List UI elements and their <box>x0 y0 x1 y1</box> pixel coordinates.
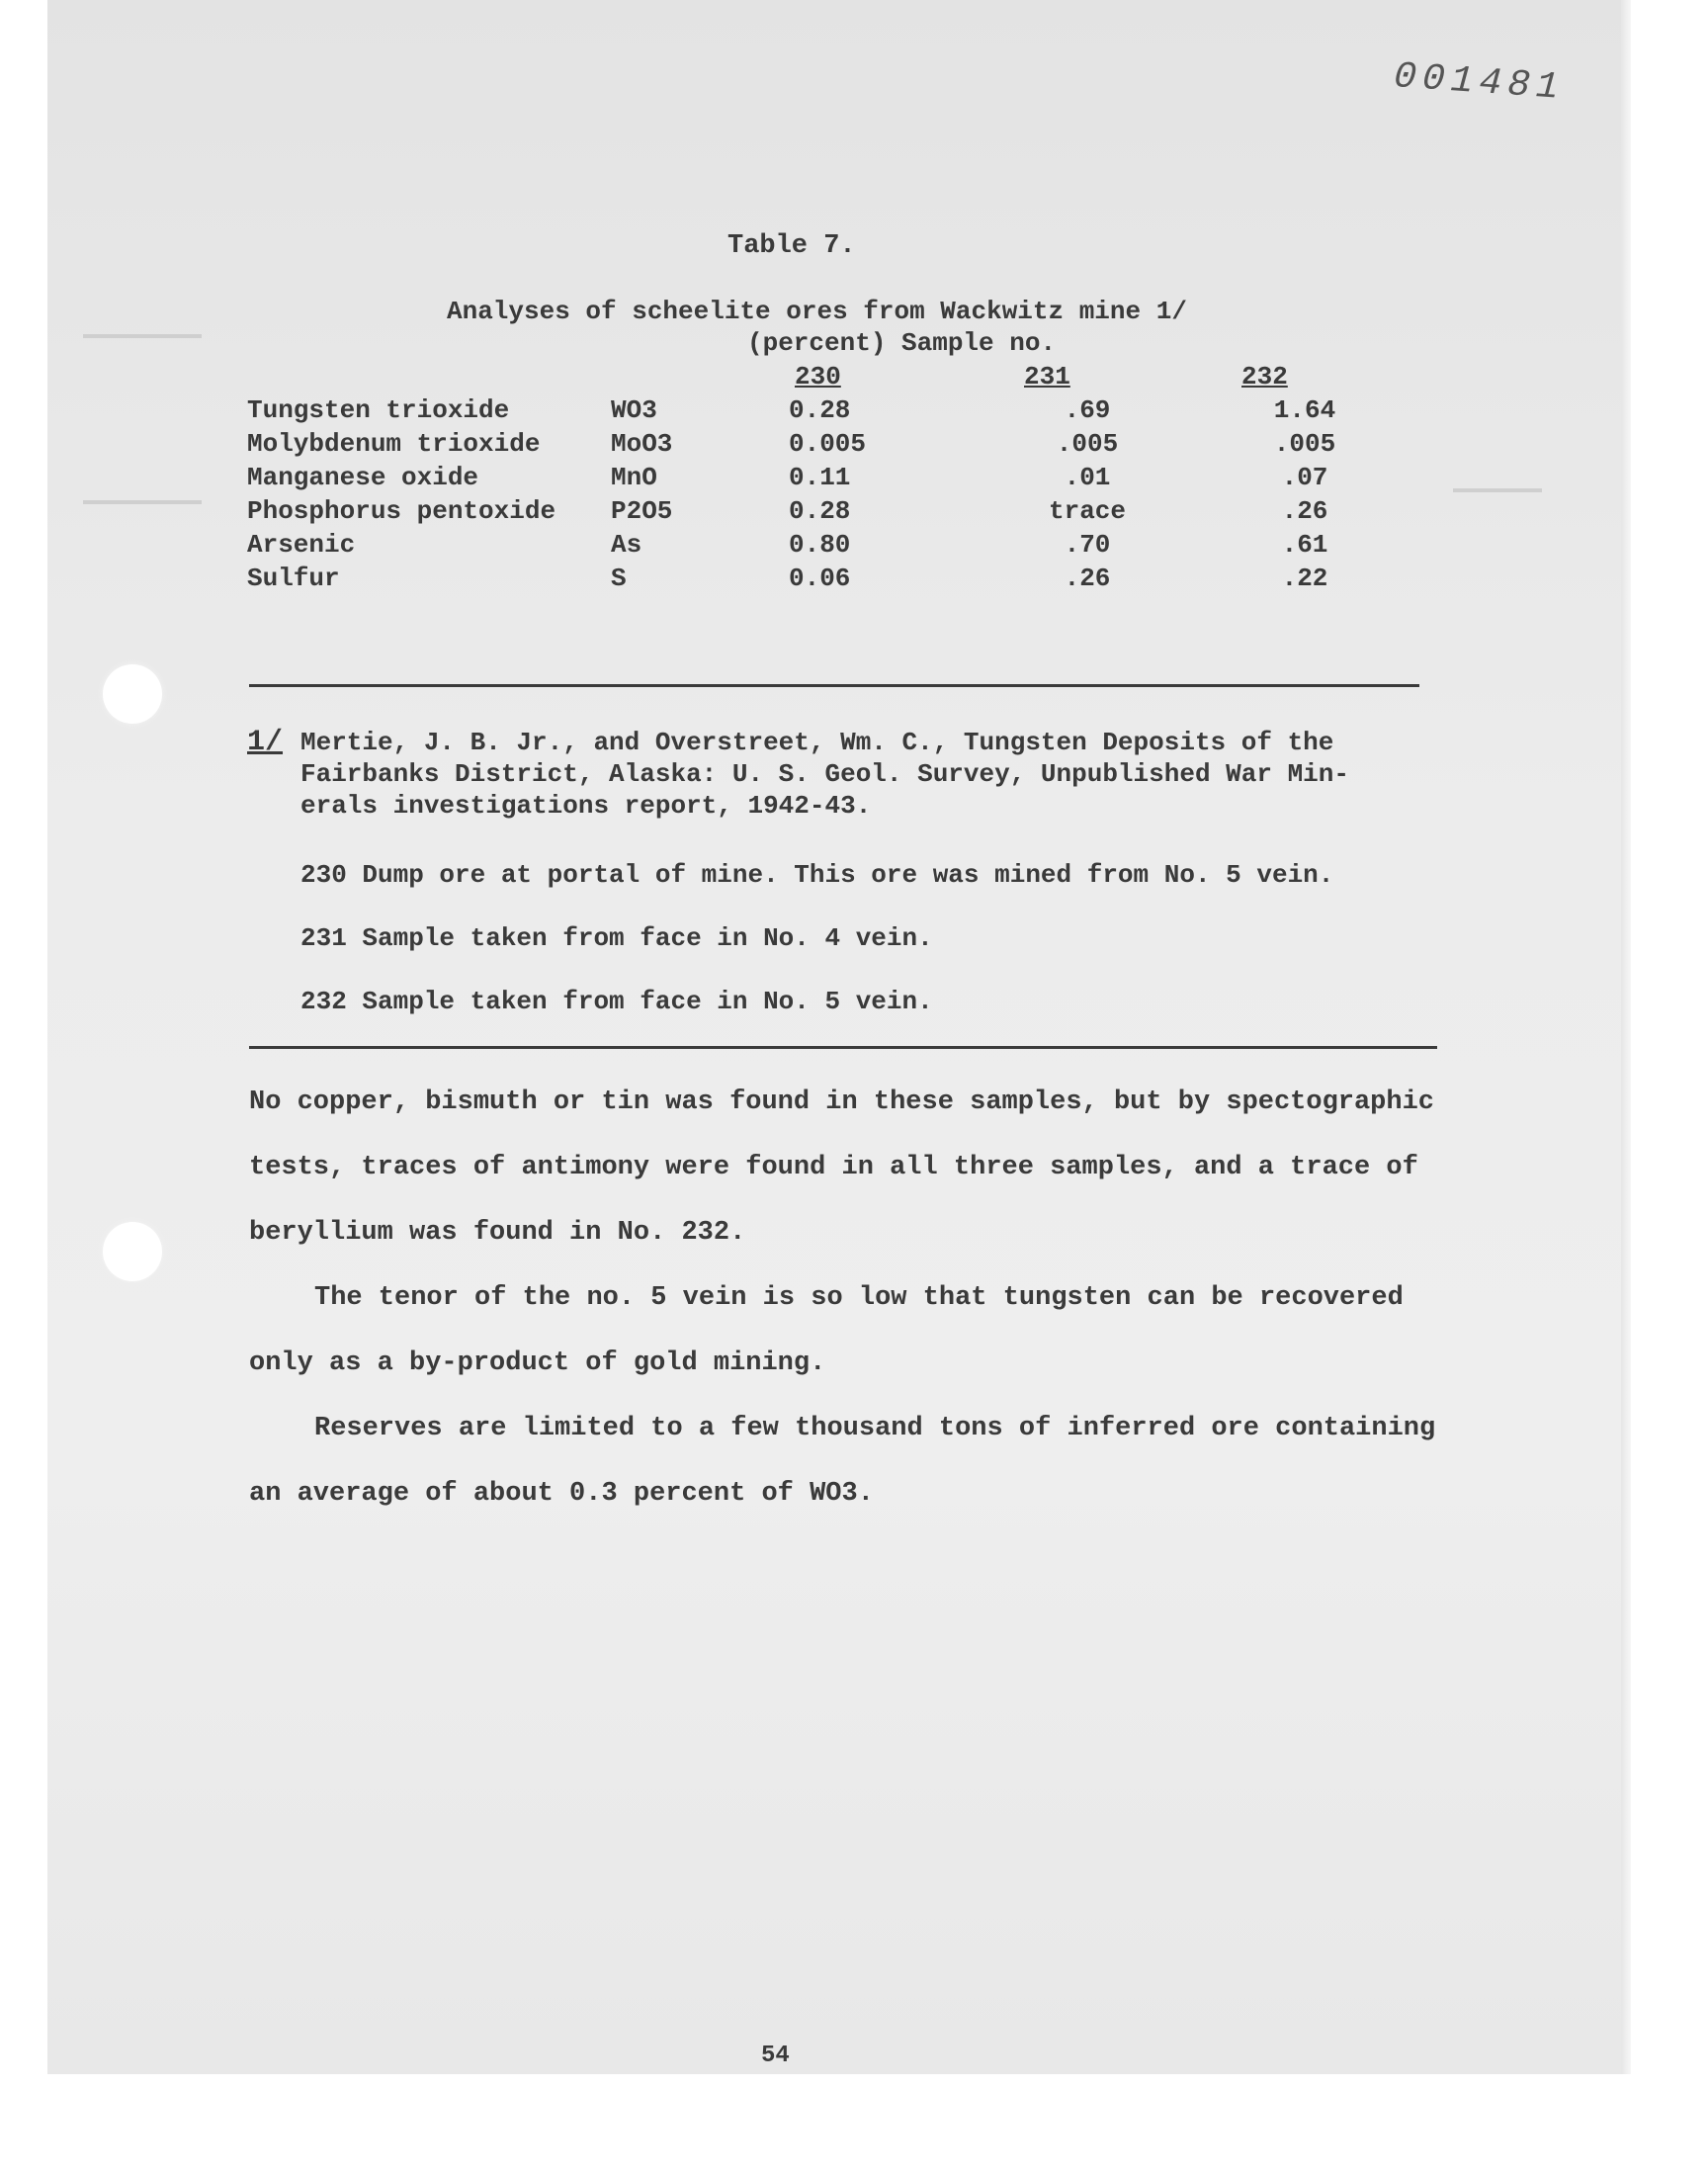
cell-231: trace <box>1048 496 1126 526</box>
paragraph-line: The tenor of the no. 5 vein is so low that tungsten can be recovered <box>314 1283 1404 1313</box>
column-header-232: 232 <box>1241 362 1288 392</box>
sample-note: 230 Dump ore at portal of mine. This ore was mined from No. 5 vein. <box>300 860 1334 890</box>
cell-232: .07 <box>1281 463 1328 492</box>
cell-231: .005 <box>1056 429 1119 459</box>
row-name: Sulfur <box>247 564 340 593</box>
cell-232: .22 <box>1281 564 1328 593</box>
section-divider <box>249 1046 1437 1049</box>
column-header-231: 231 <box>1024 362 1070 392</box>
cell-232: .005 <box>1273 429 1336 459</box>
paragraph-line: beryllium was found in No. 232. <box>249 1218 746 1248</box>
row-formula: WO3 <box>611 395 657 425</box>
table-caption: Analyses of scheelite ores from Wackwitz mine 1/ <box>447 297 1187 326</box>
row-name: Arsenic <box>247 530 356 560</box>
page-number: 54 <box>761 2043 790 2069</box>
paragraph-line: Reserves are limited to a few thousand tons of inferred ore containing <box>314 1414 1436 1443</box>
cell-230: 0.28 <box>789 496 851 526</box>
footnote-line: erals investigations report, 1942-43. <box>300 791 872 821</box>
cell-230: 0.80 <box>789 530 851 560</box>
row-name: Molybdenum trioxide <box>247 429 541 459</box>
cell-232: 1.64 <box>1273 395 1336 425</box>
footnote-mark: 1/ <box>247 726 284 759</box>
sample-note: 231 Sample taken from face in No. 4 vein. <box>300 923 933 953</box>
column-header-230: 230 <box>795 362 841 392</box>
paragraph-line: an average of about 0.3 percent of WO3. <box>249 1479 874 1509</box>
paper-edge <box>1621 0 1631 2074</box>
table-title: Table 7. <box>727 231 856 261</box>
footnote-divider <box>249 684 1419 687</box>
punch-hole <box>103 1222 162 1281</box>
footnote-line: Mertie, J. B. Jr., and Overstreet, Wm. C., Tungsten Deposits of the <box>300 728 1334 757</box>
punch-hole <box>103 664 162 724</box>
row-name: Phosphorus pentoxide <box>247 496 556 526</box>
row-formula: MnO <box>611 463 657 492</box>
cell-231: .26 <box>1064 564 1111 593</box>
table-subcaption: (percent) Sample no. <box>747 328 1057 358</box>
sample-note: 232 Sample taken from face in No. 5 vein. <box>300 987 933 1016</box>
cell-230: 0.06 <box>789 564 851 593</box>
cell-230: 0.28 <box>789 395 851 425</box>
document-stamp: 001481 <box>1392 55 1567 110</box>
paragraph-line: tests, traces of antimony were found in all three samples, and a trace of <box>249 1153 1418 1182</box>
cell-230: 0.005 <box>789 429 867 459</box>
paragraph-line: No copper, bismuth or tin was found in these samples, but by spectographic <box>249 1088 1434 1117</box>
row-formula: P2O5 <box>611 496 673 526</box>
footnote-line: Fairbanks District, Alaska: U. S. Geol. Survey, Unpublished War Min- <box>300 759 1349 789</box>
cell-231: .01 <box>1064 463 1111 492</box>
row-formula: MoO3 <box>611 429 673 459</box>
row-name: Tungsten trioxide <box>247 395 510 425</box>
margin-mark <box>83 334 202 338</box>
margin-mark <box>83 500 202 504</box>
cell-232: .61 <box>1281 530 1328 560</box>
row-formula: S <box>611 564 627 593</box>
cell-231: .70 <box>1064 530 1111 560</box>
cell-232: .26 <box>1281 496 1328 526</box>
cell-231: .69 <box>1064 395 1111 425</box>
cell-230: 0.11 <box>789 463 851 492</box>
row-name: Manganese oxide <box>247 463 479 492</box>
row-formula: As <box>611 530 642 560</box>
margin-mark <box>1453 488 1542 492</box>
paragraph-line: only as a by-product of gold mining. <box>249 1348 826 1378</box>
